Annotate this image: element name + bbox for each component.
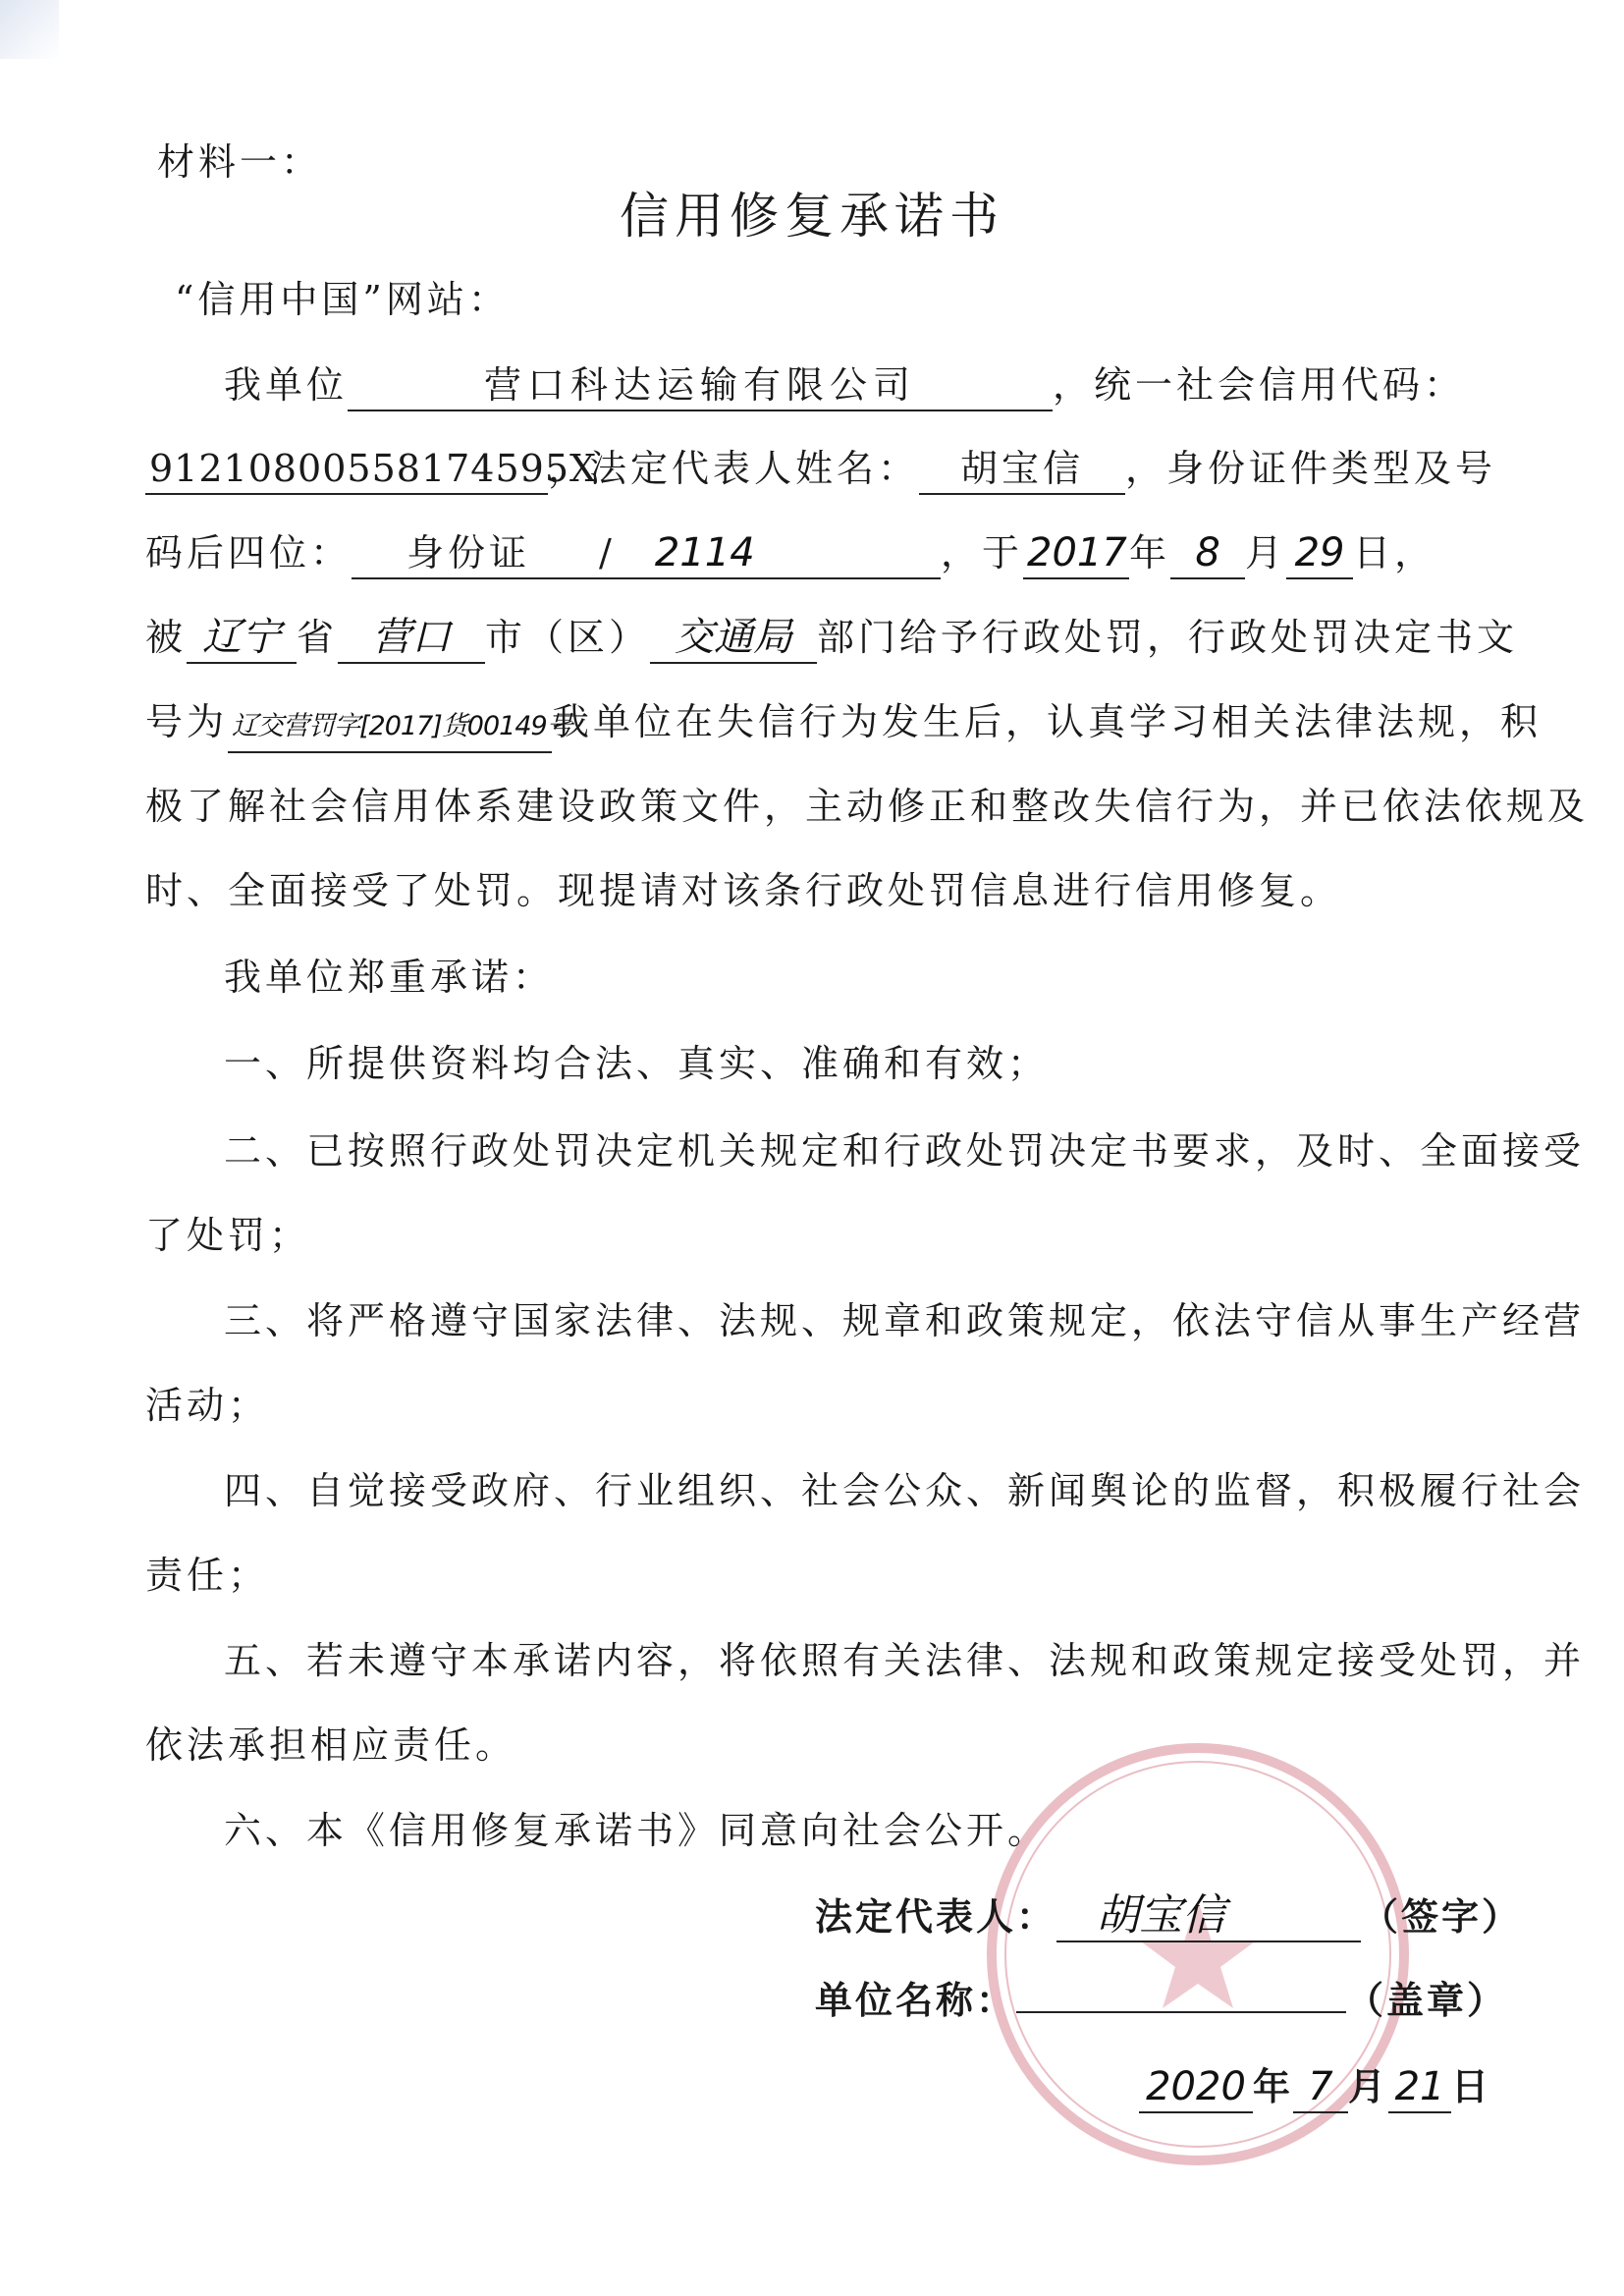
day-unit: 日， [1353,531,1436,574]
unit-label: 单位名称： [815,1979,1017,2022]
sign-date-row [1139,2062,1491,2113]
p1-l3-yu: ，于 [941,531,1024,574]
p1-line-7: 时、全面接受了处罚。现提请对该条行政处罚信息进行信用修复。 [145,869,1342,912]
department-field: 交通局 [650,613,817,664]
scan-artifact [0,0,59,59]
sign-month-unit: 月 [1348,2065,1389,2108]
p1-line-3 [145,528,1435,579]
rep-signature-row [815,1891,1522,1942]
province-unit: 省 [297,616,339,659]
sign-day-unit: 日 [1451,2065,1492,2108]
id-slash: / [599,531,616,574]
item-2-line-2: 了处罚； [145,1214,311,1257]
item-5-line-1: 五、若未遵守本承诺内容，将依照有关法律、法规和政策规定接受处罚，并 [224,1639,1586,1682]
p1-l3-prefix: 码后四位： [145,531,352,574]
item-2-line-1: 二、已按照行政处罚决定机关规定和行政处罚决定书要求，及时、全面接受 [224,1129,1586,1173]
city-field: 营口 [338,613,485,664]
item-4-line-1: 四、自觉接受政府、行业组织、社会公众、新闻舆论的监督，积极履行社会 [224,1469,1586,1512]
item-3-line-1: 三、将严格遵守国家法律、法规、规章和政策规定，依法守信从事生产经营 [224,1299,1586,1342]
penalty-month: 8 [1170,528,1245,579]
item-4-line-2: 责任； [145,1554,270,1597]
rep-label: 法定代表人： [815,1895,1057,1939]
p1-l4-bei: 被 [145,616,188,659]
item-3-line-2: 活动； [145,1384,270,1427]
p1-l5-suffix: 我单位在失信行为发生后，认真学习相关法律法规，积 [552,700,1543,743]
promise-intro: 我单位郑重承诺： [224,956,555,999]
id-last4: 2114 [654,530,755,575]
p1-line-6: 极了解社会信用体系建设政策文件，主动修正和整改失信行为，并已依法依规及 [145,785,1590,828]
province-field: 辽宁 [187,613,297,664]
decision-number-field: 辽交营罚字[2017]货00149号 [228,702,552,753]
addressee: “信用中国”网站： [175,278,510,321]
id-field [352,528,941,579]
unit-seal-row [815,1976,1507,2025]
p1-line-4 [145,613,1518,664]
p1-line-1 [224,360,1465,411]
p1-line-5 [145,697,1542,753]
p1-l5-prefix: 号为 [145,700,229,743]
p1-line-2 [145,444,1496,495]
sign-year-unit: 年 [1253,2065,1294,2108]
item-1: 一、所提供资料均合法、真实、准确和有效； [224,1042,1050,1085]
item-5-line-2: 依法承担相应责任。 [145,1723,517,1767]
city-unit: 市（区） [485,616,651,659]
rep-signature: 胡宝信 [1056,1891,1361,1942]
year-unit: 年 [1129,531,1171,574]
penalty-day: 29 [1286,528,1353,579]
unit-name-field [1016,2011,1346,2013]
item-6: 六、本《信用修复承诺书》同意向社会公开。 [224,1809,1050,1852]
p1-l4-suffix: 部门给予行政处罚，行政处罚决定书文 [817,616,1519,659]
id-type: 身份证 [406,531,531,574]
company-name-field: 营口科达运输有限公司 [348,360,1053,411]
credit-code-field: 91210800558174595X [145,444,548,495]
p1-l2-mid: ，法定代表人姓名： [548,447,920,490]
month-unit: 月 [1245,531,1287,574]
p1-l1-suffix: ，统一社会信用代码： [1053,363,1466,407]
penalty-year: 2017 [1023,528,1129,579]
sign-day: 21 [1388,2062,1451,2113]
p1-prefix: 我单位 [224,363,349,407]
sign-note: （签字） [1361,1895,1523,1939]
sign-month: 7 [1293,2062,1348,2113]
sign-year: 2020 [1139,2062,1253,2113]
rep-name-field: 胡宝信 [919,444,1125,495]
seal-note: （盖章） [1346,1979,1508,2022]
p1-l2-suffix: ，身份证件类型及号 [1125,447,1497,490]
company-seal [967,1723,1429,2185]
page-title: 信用修复承诺书 [620,188,1004,245]
material-label: 材料一： [157,140,323,184]
